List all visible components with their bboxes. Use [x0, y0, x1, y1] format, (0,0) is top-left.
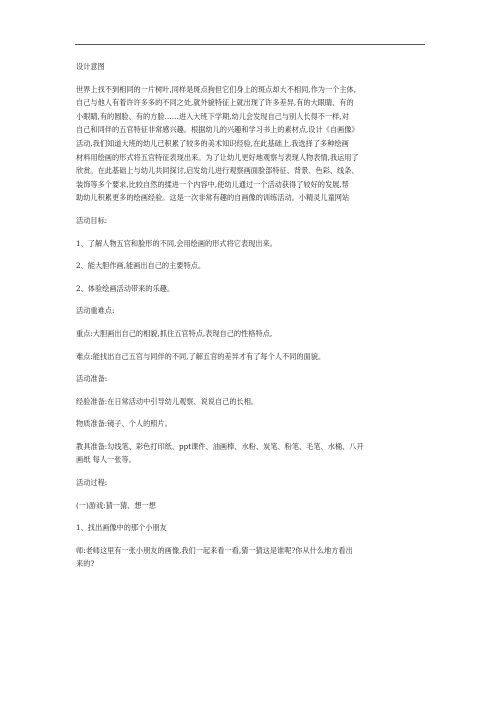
- process-part-1: (一)游戏:猜一猜、想一想: [76, 500, 156, 510]
- teacher-prompt: 来的?: [76, 559, 95, 569]
- preparation-materials: 物质准备:镜子、个人的照片。: [76, 419, 172, 429]
- preparation-tools: 画纸 每人一张等。: [76, 455, 136, 465]
- header-rule: [75, 44, 425, 45]
- key-point-focus: 重点:大胆画出自己的相貌,抓住五官特点,表现自己的性格特点,: [76, 328, 273, 338]
- preparation-heading: 活动准备:: [76, 374, 108, 384]
- process-step-1: 1、找出画像中的那个小朋友: [76, 523, 167, 533]
- design-heading: 设计意图: [76, 62, 105, 71]
- goals-heading: 活动目标:: [76, 215, 108, 225]
- design-line: 欣赏。在此基础上与幼儿共同探讨,启发幼儿进行观察画面脸部特征、背景、色彩、线条、: [76, 166, 359, 176]
- design-line: 自己与他人有着许许多多的不同之处,就外貌特征上就出现了许多差异,有的大眼睛、有的: [76, 98, 354, 108]
- key-point-difficulty: 难点:能找出自己五官与同伴的不同,了解五官的差异才有了每个人不同的面貌。: [76, 351, 326, 361]
- goal-item: 1、了解人物五官和脸形的不同,会用绘画的形式将它表现出来。: [76, 238, 277, 248]
- preparation-tools: 教具准备:勾线笔、彩色打印纸、ppt课件、油画棒、水粉、炭笔、粉笔、毛笔、水桶、八开: [76, 441, 364, 451]
- design-line: 材料用绘画的形式将五官特征表现出来。为了让幼儿更好地观察与表现人物表情,我运用了: [76, 152, 359, 162]
- teacher-prompt: 师:老师这里有一张小朋友的画像,我们一起来看一看,猜一猜这是谁呢?你从什么地方看出: [76, 545, 353, 555]
- preparation-experience: 经验准备:在日常活动中引导幼儿观察、说说自己的长相。: [76, 396, 259, 406]
- design-line: 装饰等多个要求,比较自然的揉进一个内容中,使幼儿通过一个活动获得了较好的发展,帮: [76, 179, 349, 189]
- design-line: 活动,我们知道大班的幼儿已积累了较多的美术知识经验,在此基础上,我选择了多种绘画: [76, 138, 349, 148]
- design-line: 助幼儿积累更多的绘画经验。这是一次非常有趣的自画像的训练活动。小精灵儿童网站: [76, 193, 350, 203]
- key-points-heading: 活动重难点:: [76, 306, 115, 316]
- design-line: 世界上找不到相同的一片树叶,同样是斑点狗但它们身上的斑点却大不相同,作为一个主体,: [76, 84, 356, 94]
- document-body: [76, 60, 426, 571]
- design-line: 小眼睛,有的圆脸、有的方脸……进入大班下学期,幼儿会发现自己与别人长得不一样,对: [76, 111, 349, 121]
- goal-item: 2、体验绘画活动带来的乐趣。: [76, 283, 175, 293]
- process-heading: 活动过程:: [76, 478, 108, 488]
- design-line: 自己和同伴的五官特征非常感兴趣。根据幼儿的兴趣和学习书上的素材点,设计《自画像》: [76, 125, 359, 135]
- goal-item: 2、能大胆作画,能画出自己的主要特点。: [76, 261, 206, 271]
